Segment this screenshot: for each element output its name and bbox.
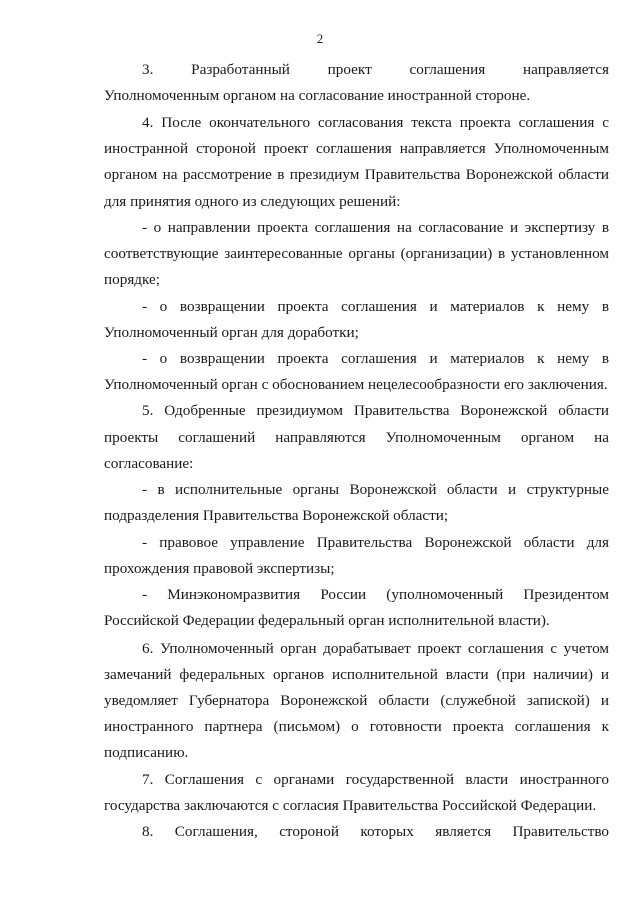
text-line: Российской Федерации федеральный орган исполнительной власти). <box>104 612 550 629</box>
text-line: 6. Уполномоченный орган дорабатывает проект соглашения с учетом <box>142 640 609 657</box>
text-line: 7. Соглашения с органами государственной власти иностранного <box>142 771 609 788</box>
text-line: подразделения Правительства Воронежской области; <box>104 507 449 524</box>
text-line: Уполномоченный орган с обоснованием нецелесообразности его заключения. <box>104 376 608 393</box>
text-line: замечаний федеральных органов исполнительной власти (при наличии) и <box>104 666 609 683</box>
text-line: иностранного партнера (письмом) о готовности проекта соглашения к <box>104 718 609 735</box>
text-line: порядке; <box>104 271 160 288</box>
text-line: - в исполнительные органы Воронежской области и структурные <box>142 481 609 498</box>
text-line: согласование: <box>104 455 194 472</box>
text-line: для принятия одного из следующих решений: <box>104 193 401 210</box>
text-line: - правовое управление Правительства Воронежской области для <box>142 534 609 551</box>
text-line: - Минэкономразвития России (уполномоченный Президентом <box>142 586 609 603</box>
text-line: - о возвращении проекта соглашения и материалов к нему в <box>142 350 609 367</box>
text-line: 5. Одобренные президиумом Правительства Воронежской области <box>142 402 609 419</box>
text-line: - о возвращении проекта соглашения и материалов к нему в <box>142 298 609 315</box>
text-line: 3. Разработанный проект соглашения направляется <box>142 61 609 78</box>
text-line: государства заключаются с согласия Правительства Российской Федерации. <box>104 797 597 814</box>
text-line: проекты соглашений направляются Уполномоченным органом на <box>104 429 609 446</box>
text-line: уведомляет Губернатора Воронежской области (служебной запиской) и <box>104 692 609 709</box>
text-line: Уполномоченным органом на согласование иностранной стороне. <box>104 87 531 104</box>
text-line: органом на рассмотрение в президиум Правительства Воронежской области <box>104 166 609 183</box>
text-line: прохождения правовой экспертизы; <box>104 560 335 577</box>
text-line: 8. Соглашения, стороной которых является Правительство <box>142 823 609 840</box>
text-line: 4. После окончательного согласования текста проекта соглашения с <box>142 114 609 131</box>
text-line: Уполномоченный орган для доработки; <box>104 324 359 341</box>
text-line: подписанию. <box>104 744 189 761</box>
page-number: 2 <box>316 31 324 46</box>
text-line: - о направлении проекта соглашения на согласование и экспертизу в <box>142 219 609 236</box>
text-line: иностранной стороной проект соглашения направляется Уполномоченным <box>104 140 609 157</box>
text-line: соответствующие заинтересованные органы (организации) в установленном <box>104 245 609 262</box>
